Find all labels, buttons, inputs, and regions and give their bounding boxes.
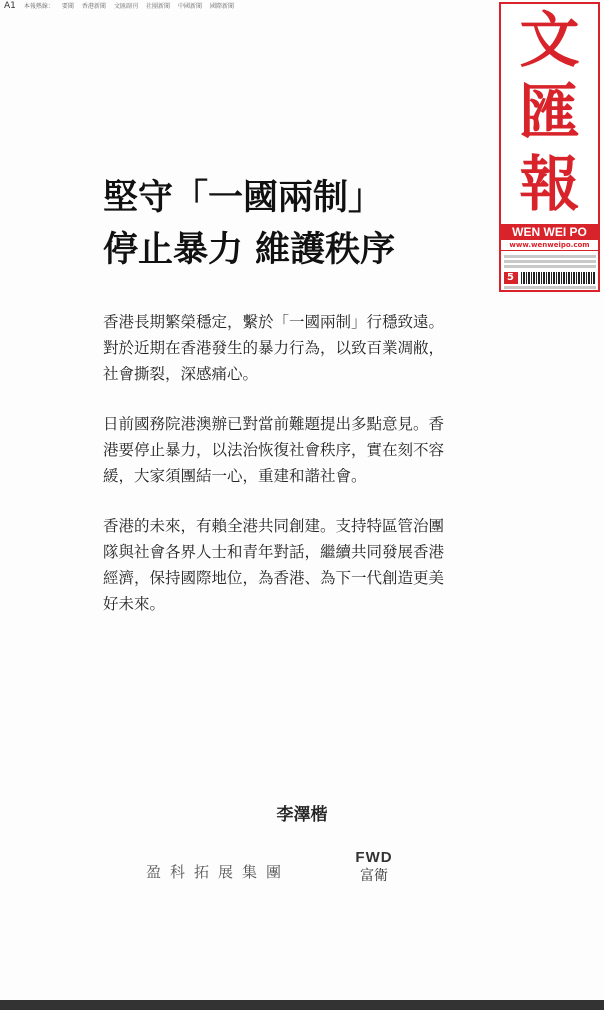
- masthead-info-line: [504, 260, 596, 263]
- signatory-name: 李澤楷: [276, 805, 328, 825]
- masthead-english-title: WEN WEI PO: [501, 224, 598, 240]
- statement-paragraph: 香港的未來，有賴全港共同創建。支持特區管治團隊與社會各界人士和青年對話，繼續共同發展香港經濟，保持國際地位，為香港、為下一代創造更美好未來。: [103, 517, 445, 613]
- header-item: 要聞: [61, 3, 74, 10]
- masthead-char: 報: [519, 150, 580, 220]
- headline-line: 停止暴力 維護秩序: [103, 230, 396, 270]
- masthead-info-box: [504, 255, 596, 292]
- fwd-logo-chinese: 富衛: [360, 868, 388, 884]
- statement-body: [103, 309, 445, 641]
- barcode-icon: [521, 272, 596, 284]
- masthead-info-line: [504, 255, 596, 258]
- header-item: 中國新聞: [177, 3, 202, 10]
- header-item: 文匯副刊: [113, 3, 138, 10]
- header-item: 社團新聞: [145, 3, 170, 10]
- company-name-pcg: 盈科拓展集團: [146, 863, 291, 881]
- masthead-price: 5: [504, 272, 518, 284]
- masthead-price-row: [504, 272, 596, 284]
- footer-strip: [0, 1000, 604, 1010]
- statement-paragraph: 日前國務院港澳辦已對當前難題提出多點意見。香港要停止暴力，以法治恢復社會秩序，實在刻不容緩，大家須團結一心，重建和諧社會。: [103, 415, 445, 485]
- masthead-info-line: [504, 286, 596, 289]
- headline: [103, 172, 483, 276]
- fwd-logo-english: FWD: [355, 849, 393, 866]
- masthead-url: www.wenweipo.com: [501, 240, 598, 251]
- headline-line: 堅守「一國兩制」: [103, 178, 384, 218]
- statement-paragraph: 香港長期繁榮穩定，繫於「一國兩制」行穩致遠。對於近期在香港發生的暴力行為，以致百業凋敝，社會撕裂，深感痛心。: [103, 313, 445, 383]
- newspaper-masthead: [499, 2, 600, 292]
- page-number: A1: [4, 0, 16, 11]
- masthead-char: 匯: [519, 78, 580, 148]
- fwd-logo: [348, 849, 400, 885]
- masthead-char: 文: [519, 6, 580, 76]
- header-item: 本報熱線：: [23, 3, 54, 10]
- header-item: 香港新聞: [81, 3, 106, 10]
- header-item: 國際新聞: [209, 3, 234, 10]
- masthead-info-line: [504, 265, 596, 268]
